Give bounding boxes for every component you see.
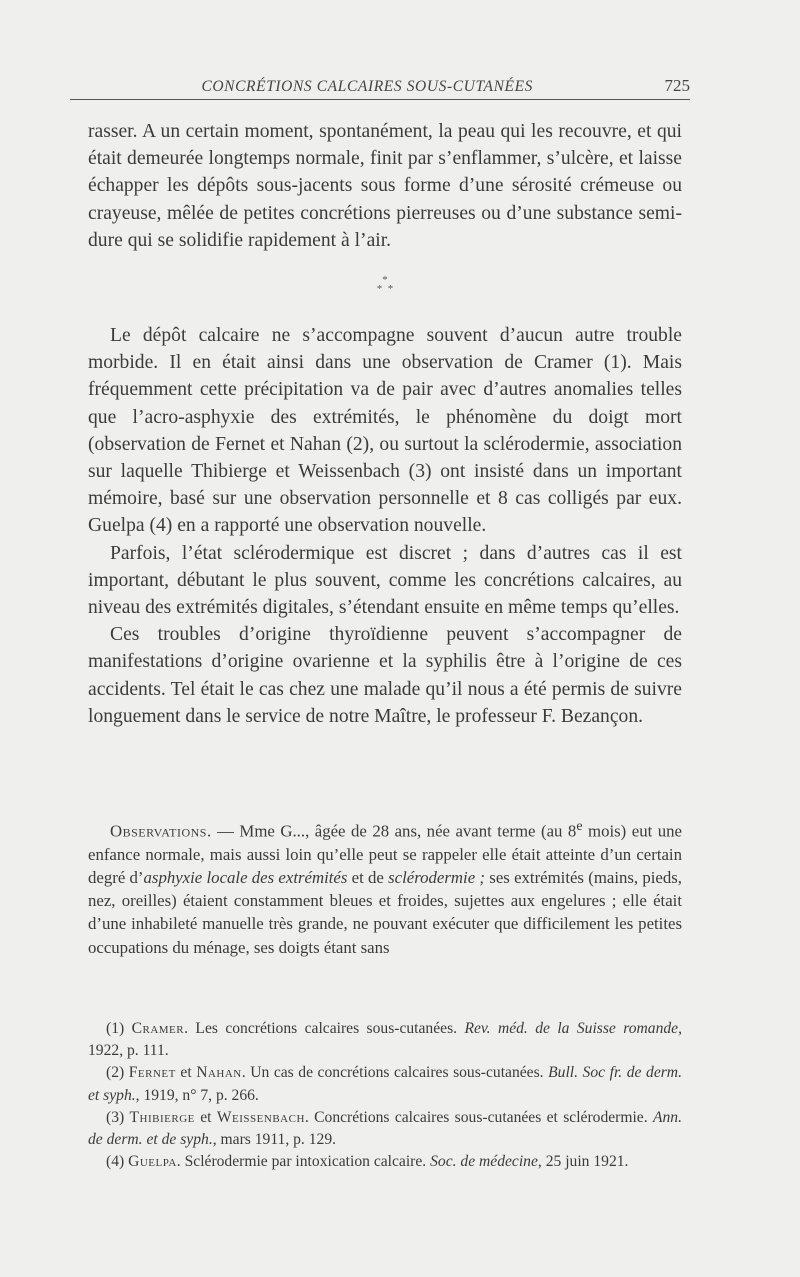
footnote-text: . Concrétions calcaires sous-cutanées et sclérodermie.	[304, 1108, 653, 1126]
footnote-journal: Bull. Soc fr. de derm. et syph.	[88, 1064, 682, 1104]
footnote-author2: Nahan	[196, 1064, 242, 1082]
observation-sup: e	[576, 819, 583, 834]
main-text	[88, 118, 682, 730]
footnote-journal: Soc. de médecine	[430, 1153, 538, 1171]
footnote-author: Thibierge	[129, 1108, 195, 1126]
footnote-author2: Weissenbach	[216, 1108, 305, 1126]
separator-star-bottom: * *	[376, 283, 394, 296]
footnote-author: Cramer	[131, 1020, 185, 1037]
observation-label: Observations.	[110, 821, 212, 841]
footnote-number: (3)	[106, 1108, 130, 1126]
footnote-text: . Les concrétions calcaires sous-cutanées.	[184, 1020, 465, 1037]
observation-italic-2: sclérodermie ;	[388, 868, 486, 887]
footnote-tail: , 1922, p. 111.	[88, 1020, 682, 1060]
footnote-2	[88, 1062, 682, 1106]
footnote-mid: et	[194, 1108, 217, 1126]
observation-paragraph	[88, 815, 682, 959]
paragraph-4: Ces troubles d’origine thyroïdienne peuvent s’accompagner de manifestations d’origine ovarienne et la syphilis être à l’origine de ces accidents. Tel était le cas chez une malade qu’il nous a été permis de suivre longuement dans le service de notre Maître, le professeur F. Bezançon.	[88, 624, 682, 727]
page-header	[70, 76, 690, 100]
footnote-tail: , mars 1911, p. 129.	[212, 1131, 337, 1149]
paragraph-2: Le dépôt calcaire ne s’accompagne souvent d’aucun autre trouble morbide. Il en était ainsi dans une observation de Cramer (1). Mais fréquemment cette précipitation va de pair avec d’autres anomalies telles que l’acro-asphyxie des extrémités, le phénomène du doigt mort (observation de Fernet et Nahan (2), ou surtout la sclérodermie, association sur laquelle Thibierge et Weissenbach (3) ont insisté dans un important mémoire, basé sur une observation personnelle et 8 cas colligés par eux. Guelpa (4) en a rapporté une observation nouvelle.	[88, 325, 682, 537]
paragraph-3: Parfois, l’état sclérodermique est discret ; dans d’autres cas il est important, débutant le plus souvent, comme les concrétions calcaires, au niveau des extrémités digitales, s’étendant ensuite en même temps qu’elles.	[88, 542, 682, 619]
observation-italic-1: asphyxie locale des extrémités	[143, 868, 348, 887]
footnote-text: . Sclérodermie par intoxication calcaire.	[176, 1153, 431, 1171]
footnote-number: (4)	[106, 1153, 129, 1171]
footnote-number: (2)	[106, 1064, 129, 1082]
observation-text-4: ses extrémités (mains, pieds, nez, oreilles) étaient constamment bleues et froides, sujettes aux engelures ; elle était d’une inhabileté manuelle très grande, ne pouvant exécuter que difficilement les petites occupations du ménage, ses doigts étant sans	[88, 868, 682, 957]
footnote-journal: Ann. de derm. et de syph.	[88, 1108, 682, 1149]
footnote-journal: Rev. méd. de la Suisse romande	[464, 1020, 679, 1037]
footnote-tail: , 1919, n° 7, p. 266.	[135, 1086, 259, 1104]
observation-text-1: — Mme G..., âgée de 28 ans, née avant terme (au 8	[211, 821, 577, 841]
page-number: 725	[664, 76, 690, 95]
footnotes	[88, 1018, 682, 1173]
footnote-author: Fernet	[128, 1064, 176, 1082]
footnote-author: Guelpa	[128, 1153, 177, 1171]
section-separator	[88, 276, 682, 294]
footnote-4	[88, 1151, 682, 1173]
footnote-mid: et	[175, 1064, 197, 1082]
observation-text-3: et de	[347, 868, 389, 887]
footnote-1	[88, 1018, 682, 1062]
footnote-3	[88, 1107, 682, 1151]
footnote-number: (1)	[106, 1020, 132, 1037]
paragraph-1: rasser. A un certain moment, spontanément, la peau qui les recouvre, et qui était demeurée longtemps normale, finit par s’enflammer, s’ulcère, et laisse échapper les dépôts sous-jacents sous forme d’une sérosité crémeuse ou crayeuse, mêlée de petites concrétions pierreuses ou d’une substance semi-dure qui se solidifie rapidement à l’air.	[88, 121, 682, 251]
running-title: CONCRÉTIONS CALCAIRES SOUS-CUTANÉES	[201, 78, 534, 95]
separator-star-top: *	[382, 274, 388, 287]
observation-text-2: mois) eut une enfance normale, mais aussi loin qu’elle peut se rappeler elle était atteinte d’un certain degré d’	[88, 821, 683, 887]
footnote-tail: , 25 juin 1921.	[537, 1153, 629, 1171]
footnote-text: . Un cas de concrétions calcaires sous-cutanées.	[241, 1064, 549, 1082]
